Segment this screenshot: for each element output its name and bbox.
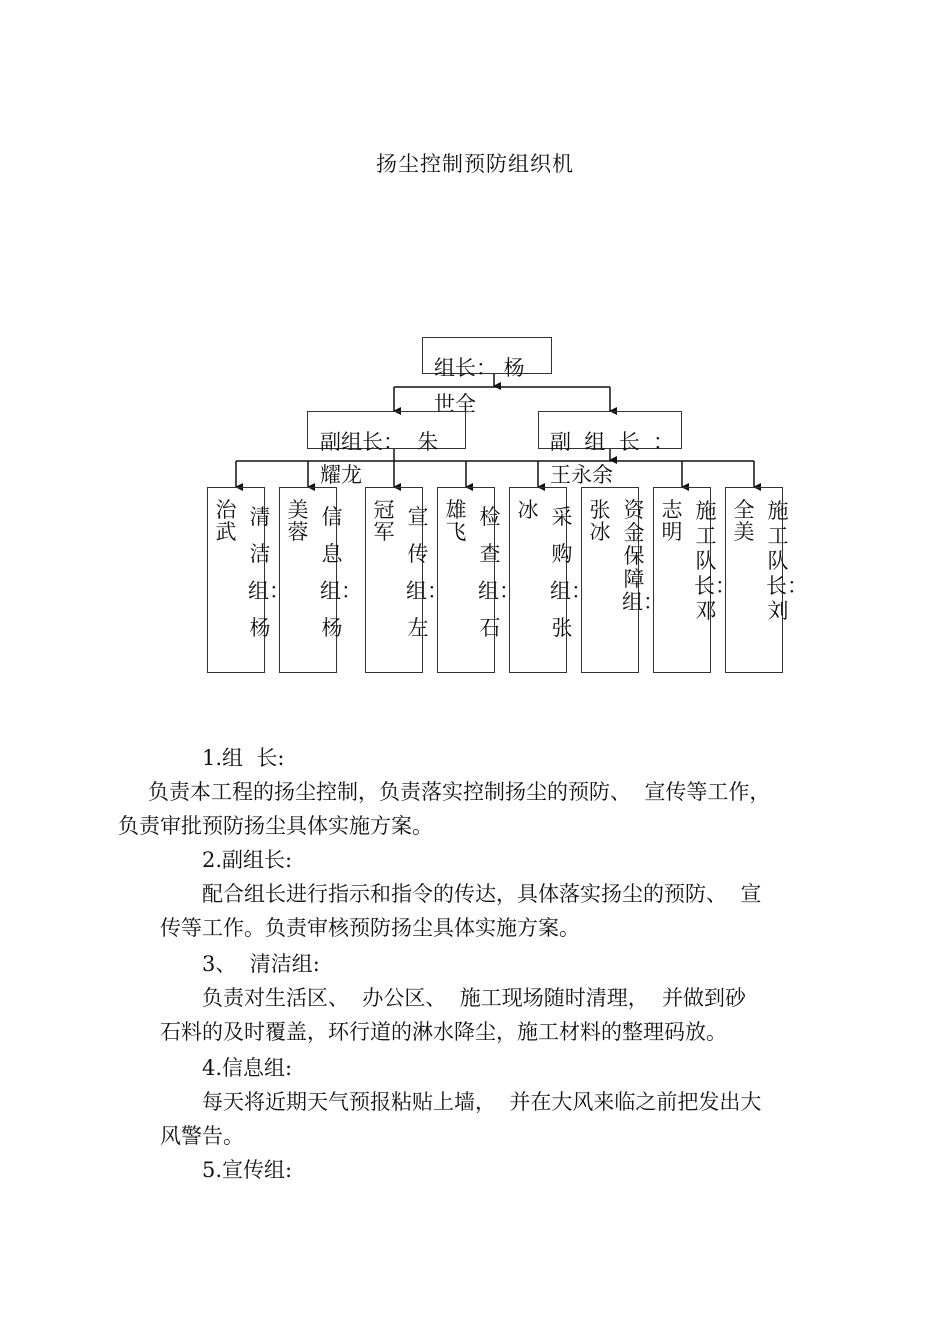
group-crew-2-person: 全美 [733,498,755,544]
group-crew-2-name: 施工队长：刘 [766,499,808,623]
section-5-heading: 5.宣传组: [202,1158,293,1182]
group-cleaning-name: 清洁组：杨 [248,505,290,640]
leader-label-line1: 组长： 杨 [434,356,525,380]
group-procurement-name: 采购组：张 [550,505,592,640]
group-cleaning-person: 治武 [215,498,237,544]
section-1-heading: 1.组 长: [202,746,285,770]
group-procurement-person: 冰 [517,498,539,522]
section-3-line-2: 石料的及时覆盖，环行道的淋水降尘，施工材料的整理码放。 [160,1020,727,1044]
section-2-line-1: 配合组长进行指示和指令的传达，具体落实扬尘的预防、 宣 [202,882,762,906]
section-1-line-2: 负责审批预防扬尘具体实施方案。 [118,814,433,838]
section-4-heading: 4.信息组: [202,1056,293,1080]
group-info-person: 美蓉 [287,498,309,544]
document-title: 扬尘控制预防组织机 [376,152,574,176]
section-3-heading: 3、 清洁组: [202,952,320,976]
group-crew-1-person: 志明 [661,498,683,544]
group-funding-person: 张冰 [589,498,611,544]
group-inspection-person: 雄飞 [445,498,467,544]
section-4-line-1: 每天将近期天气预报粘贴上墙， 并在大风来临之前把发出大 [202,1090,762,1114]
group-inspection-name: 检查组：石 [478,505,520,640]
group-funding-name: 资金保障组： [622,498,664,614]
section-1-line-1: 负责本工程的扬尘控制，负责落实控制扬尘的预防、 宣传等工作， [148,780,771,804]
deputy-1-label-line2: 耀龙 [320,463,362,487]
section-3-line-1: 负责对生活区、 办公区、 施工现场随时清理， 并做到砂 [202,986,747,1010]
section-2-line-2: 传等工作。负责审核预防扬尘具体实施方案。 [160,916,580,940]
leader-label-line2: 世全 [434,392,476,416]
section-4-line-2: 风警告。 [160,1124,244,1148]
deputy-2-label-line1: 副 组 长 ： [550,430,675,454]
group-crew-1-name: 施工队长：邓 [694,499,736,623]
group-info-name: 信息组：杨 [320,505,362,640]
deputy-2-label-line2: 王永余 [550,463,613,487]
section-2-heading: 2.副组长: [202,848,293,872]
group-publicity-name: 宣传组：左 [406,505,448,640]
group-publicity-person: 冠军 [373,498,395,544]
deputy-1-label-line1: 副组长： 朱 [320,430,439,454]
